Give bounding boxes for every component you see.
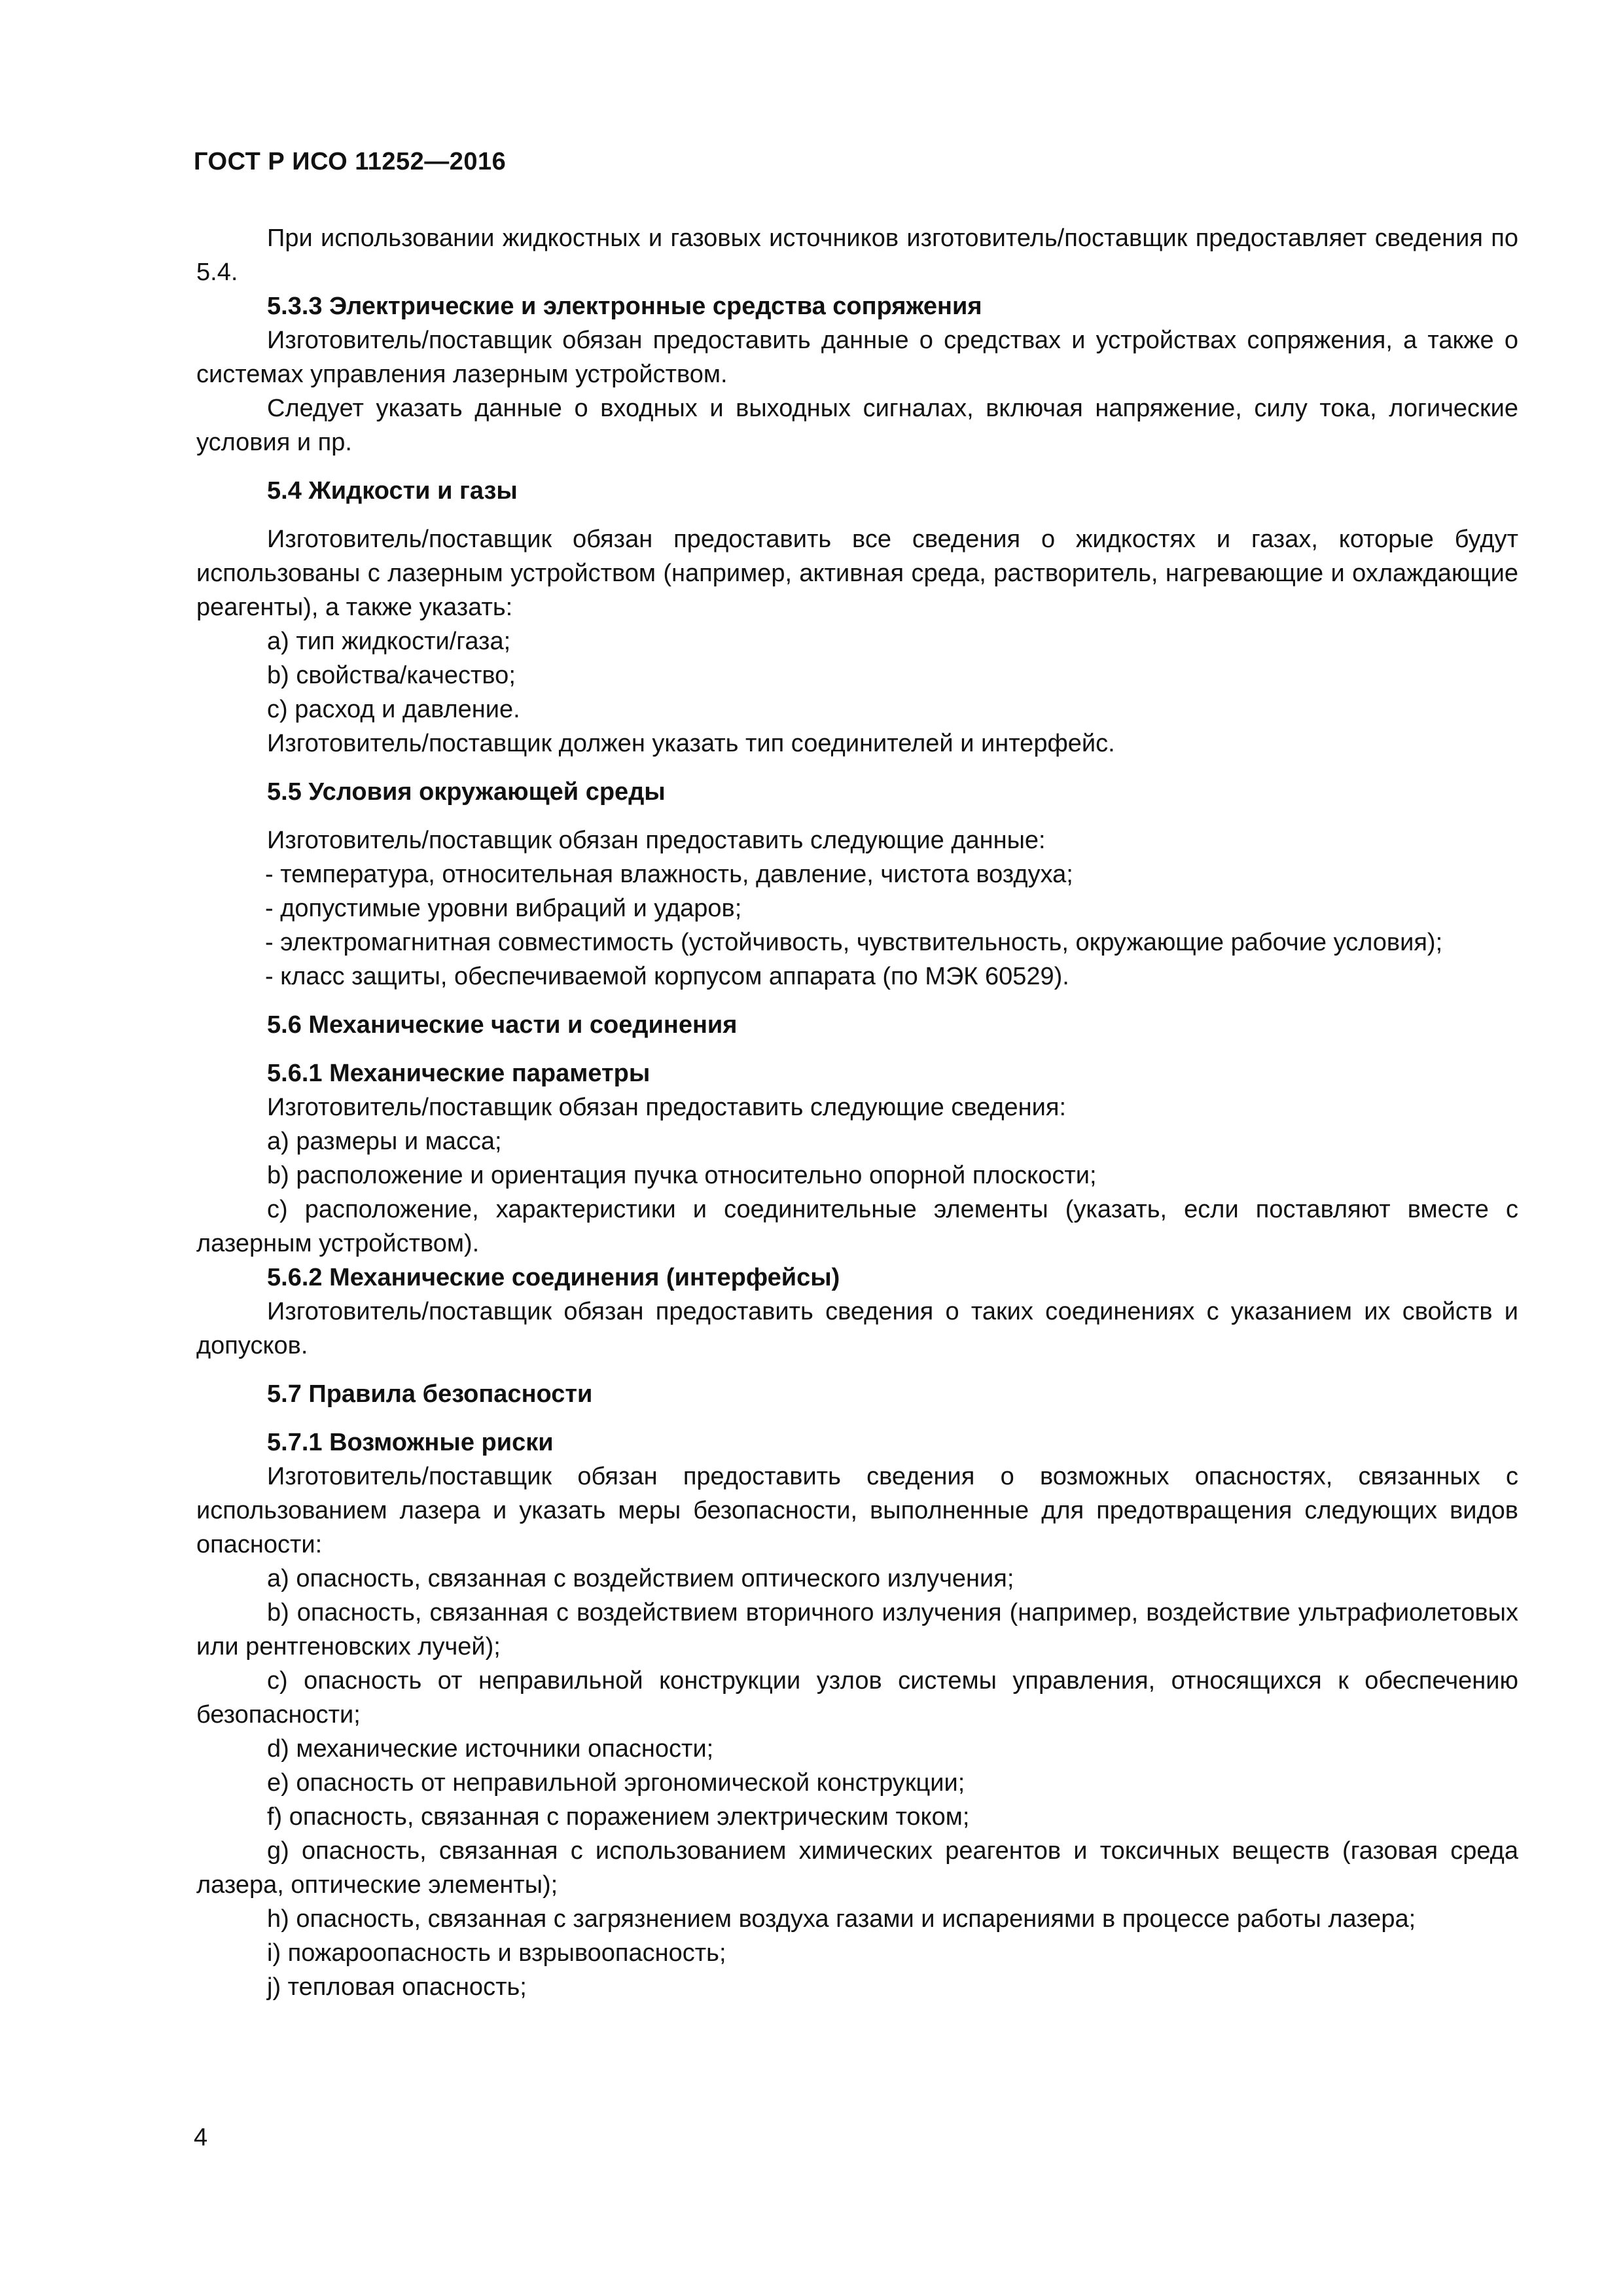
section-heading-5-7-1: 5.7.1 Возможные риски <box>267 1429 554 1456</box>
dash-list-item: - класс защиты, обеспечиваемой корпусом аппарата (по МЭК 60529). <box>265 963 1069 990</box>
dash-list-item: - электромагнитная совместимость (устойчивость, чувствительность, окружающие рабочие условия); <box>265 929 1443 956</box>
paragraph: Изготовитель/поставщик должен указать тип соединителей и интерфейс. <box>267 730 1115 757</box>
section-heading-5-6-1: 5.6.1 Механические параметры <box>267 1060 651 1087</box>
paragraph: Изготовитель/поставщик обязан предоставить все сведения о жидкостях и газах, которые будут использованы с лазерным устройством (например, активная среда, растворитель, нагревающие и охлаждающие реагенты), а также указать: <box>196 526 1518 621</box>
list-item: a) размеры и масса; <box>267 1128 502 1155</box>
list-item: d) механические источники опасности; <box>267 1735 714 1763</box>
document-header: ГОСТ Р ИСО 11252—2016 <box>194 148 507 175</box>
paragraph: Изготовитель/поставщик обязан предоставить сведения о возможных опасностях, связанных с использованием лазера и указать меры безопасности, выполненные для предотвращения следующих видов опасности: <box>196 1463 1518 1558</box>
list-item: a) опасность, связанная с воздействием оптического излучения; <box>267 1565 1014 1592</box>
paragraph: Изготовитель/поставщик обязан предоставить сведения о таких соединениях с указанием их свойств и допусков. <box>196 1298 1518 1359</box>
list-item: b) опасность, связанная с воздействием вторичного излучения (например, воздействие ультрафиолетовых или рентгеновских лучей); <box>196 1599 1518 1660</box>
section-heading-5-3-3: 5.3.3 Электрические и электронные средства сопряжения <box>267 293 982 320</box>
list-item: i) пожароопасность и взрывоопасность; <box>267 1939 726 1967</box>
list-item: b) расположение и ориентация пучка относительно опорной плоскости; <box>267 1162 1097 1189</box>
section-heading-5-7: 5.7 Правила безопасности <box>267 1380 593 1408</box>
paragraph: При использовании жидкостных и газовых источников изготовитель/поставщик предоставляет сведения по 5.4. <box>196 224 1518 286</box>
list-item: h) опасность, связанная с загрязнением воздуха газами и испарениями в процессе работы лазера; <box>267 1905 1416 1933</box>
dash-list-item: - температура, относительная влажность, давление, чистота воздуха; <box>265 861 1073 888</box>
list-item: a) тип жидкости/газа; <box>267 628 511 655</box>
list-item: c) расход и давление. <box>267 696 520 723</box>
list-item: j) тепловая опасность; <box>267 1973 527 2001</box>
paragraph: Изготовитель/поставщик обязан предоставить следующие данные: <box>267 827 1046 854</box>
section-heading-5-5: 5.5 Условия окружающей среды <box>267 778 666 806</box>
section-heading-5-6-2: 5.6.2 Механические соединения (интерфейсы) <box>267 1264 840 1291</box>
paragraph: Изготовитель/поставщик обязан предоставить данные о средствах и устройствах сопряжения, а также о системах управления лазерным устройством. <box>196 327 1518 388</box>
list-item: c) расположение, характеристики и соединительные элементы (указать, если поставляют вместе с лазерным устройством). <box>196 1196 1518 1257</box>
document-body <box>196 221 1518 2004</box>
paragraph: Изготовитель/поставщик обязан предоставить следующие сведения: <box>267 1094 1067 1121</box>
list-item: g) опасность, связанная с использованием химических реагентов и токсичных веществ (газовая среда лазера, оптические элементы); <box>196 1837 1518 1899</box>
list-item: e) опасность от неправильной эргономической конструкции; <box>267 1769 965 1797</box>
paragraph: Следует указать данные о входных и выходных сигналах, включая напряжение, силу тока, логические условия и пр. <box>196 395 1518 456</box>
page-number: 4 <box>194 2124 208 2151</box>
list-item: b) свойства/качество; <box>267 662 516 689</box>
list-item: f) опасность, связанная с поражением электрическим током; <box>267 1803 970 1831</box>
list-item: c) опасность от неправильной конструкции узлов системы управления, относящихся к обеспечению безопасности; <box>196 1667 1518 1729</box>
dash-list-item: - допустимые уровни вибраций и ударов; <box>265 895 742 922</box>
section-heading-5-4: 5.4 Жидкости и газы <box>267 477 518 505</box>
section-heading-5-6: 5.6 Механические части и соединения <box>267 1011 738 1039</box>
